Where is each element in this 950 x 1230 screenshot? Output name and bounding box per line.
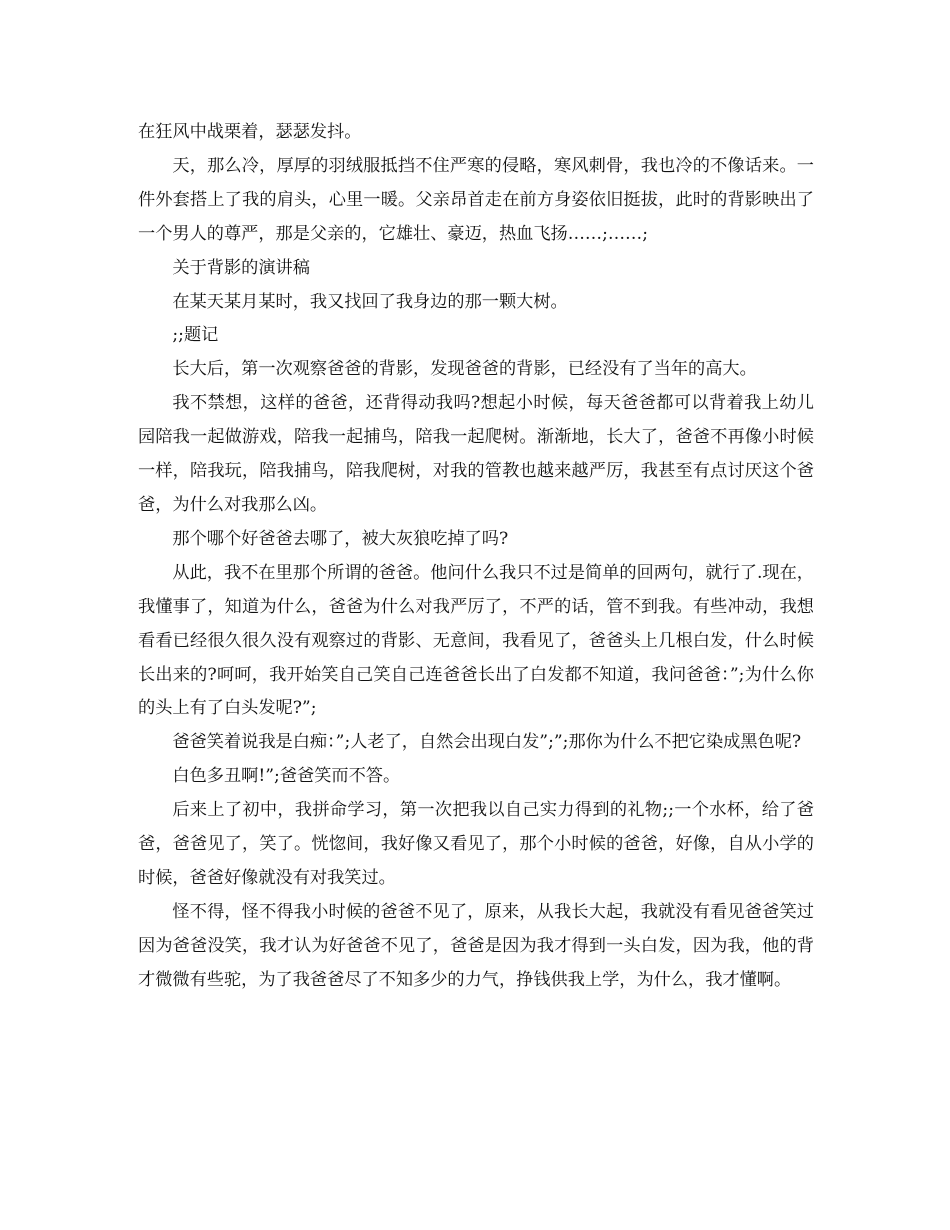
section-heading: 关于背影的演讲稿 [172,257,310,278]
document-body [138,116,814,998]
paragraph: 在某天某月某时，我又找回了我身边的那一颗大树。 [172,291,568,312]
paragraph: 白色多丑啊!”;爸爸笑而不答。 [172,766,401,787]
paragraph: 在狂风中战栗着，瑟瑟发抖。 [138,122,362,142]
paragraph: 长大后，第一次观察爸爸的背影，发现爸爸的背影，已经没有了当年的高大。 [172,359,757,380]
paragraph: 天，那么冷，厚厚的羽绒服抵挡不住严寒的侵略，寒风刺骨，我也冷的不像话来。一件外套搭上了我的肩头，心里一暖。父亲昂首走在前方身姿依旧挺拔，此时的背影映出了一个男人的尊严，那是父亲的，它雄壮、豪迈，热血飞扬……;……; [138,155,814,244]
paragraph: 怪不得，怪不得我小时候的爸爸不见了，原来，从我长大起，我就没有看见爸爸笑过因为爸爸没笑，我才认为好爸爸不见了，爸爸是因为我才得到一头白发，因为我，他的背才微微有些驼，为了我爸爸尽了不知多少的力气，挣钱供我上学，为什么，我才懂啊。 [138,901,814,990]
epigraph-note: ;;题记 [172,325,219,346]
paragraph: 爸爸笑着说我是白痴：”;人老了，自然会出现白发”;”;那你为什么不把它染成黑色呢? [172,732,802,753]
paragraph: 我不禁想，这样的爸爸，还背得动我吗?想起小时候，每天爸爸都可以背着我上幼儿园陪我一起做游戏，陪我一起捕鸟，陪我一起爬树。渐渐地，长大了，爸爸不再像小时候一样，陪我玩，陪我捕鸟，陪我爬树，对我的管教也越来越严厉，我甚至有点讨厌这个爸爸，为什么对我那么凶。 [138,393,814,515]
paragraph: 后来上了初中，我拼命学习，第一次把我以自己实力得到的礼物;;一个水杯，给了爸爸，爸爸见了，笑了。恍惚间，我好像又看见了，那个小时候的爸爸，好像，自从小学的时候，爸爸好像就没有对我笑过。 [138,800,814,888]
paragraph: 那个哪个好爸爸去哪了，被大灰狼吃掉了吗? [172,528,509,549]
paragraph: 从此，我不在里那个所谓的爸爸。他问什么我只不过是简单的回两句，就行了.现在，我懂事了，知道为什么，爸爸为什么对我严厉了，不严的话，管不到我。有些冲动，我想看看已经很久很久没有观察过的背影、无意间，我看见了，爸爸头上几根白发，什么时候长出来的?呵呵，我开始笑自己笑自己连爸爸长出了白发都不知道，我问爸爸：”;为什么你的头上有了白头发呢?”; [138,562,814,719]
